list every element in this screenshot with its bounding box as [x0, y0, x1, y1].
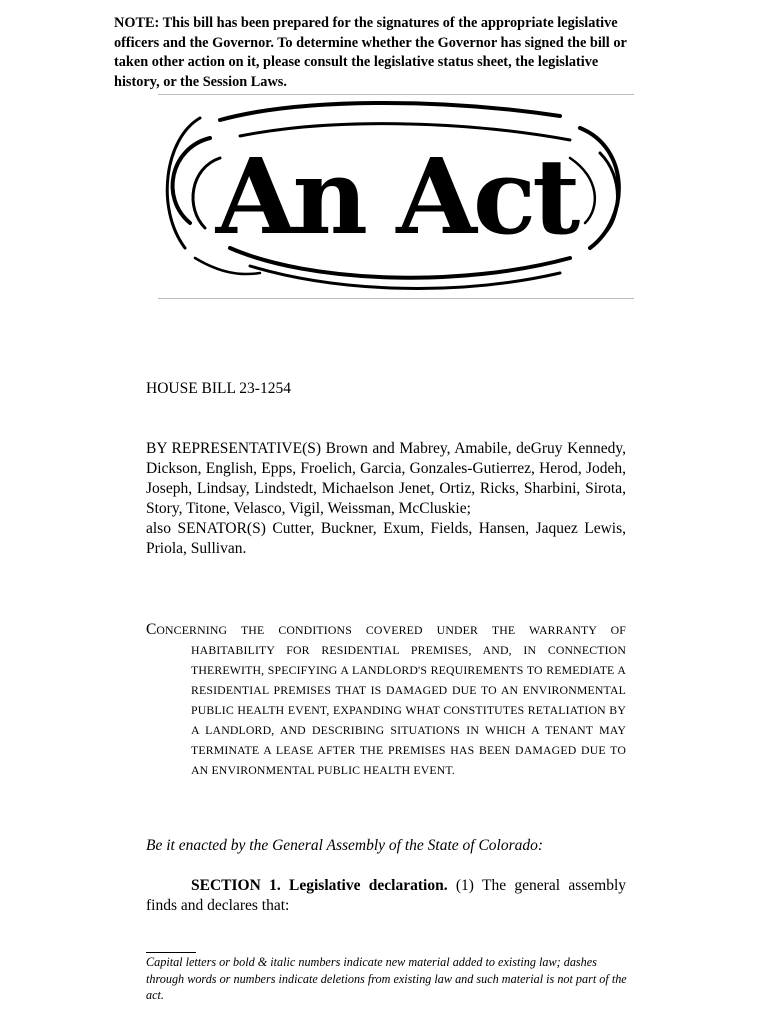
- bill-title-text: ONCERNING THE CONDITIONS COVERED UNDER THE WARRANTY OF HABITABILITY FOR RESIDENTIAL PREMISES, AND, IN CONNECTION THEREWITH, SPECIFYING A LANDLORD'S REQUIREMENTS TO REMEDIATE A RESIDENTIAL PREMISES THAT IS DAMAGED DUE TO AN ENVIRONMENTAL PUBLIC HEALTH EVENT, EXPANDING WHAT CONSTITUTES RETALIATION BY A LANDLORD, AND DESCRIBING SITUATIONS IN WHICH A TENANT MAY TERMINATE A LEASE AFTER THE PREMISES HAS BEEN DAMAGED DUE TO AN ENVIRONMENTAL PUBLIC HEALTH EVENT.: [156, 623, 626, 777]
- enacting-clause: Be it enacted by the General Assembly of the State of Colorado:: [146, 837, 544, 854]
- svg-text:An Act: An Act: [215, 135, 577, 258]
- section-1-heading: SECTION 1. Legislative declaration.: [191, 877, 448, 894]
- senators-list: also SENATOR(S) Cutter, Buckner, Exum, Fields, Hansen, Jaquez Lewis, Priola, Sullivan.: [146, 520, 626, 557]
- header-divider-bottom: [158, 298, 634, 299]
- bill-title: [146, 620, 626, 780]
- an-act-logo: [160, 98, 632, 296]
- footnote: Capital letters or bold & italic numbers indicate new material added to existing law; dashes through words or numbers indicate deletions from existing law and such material is not part of the act.: [146, 955, 627, 1002]
- representatives-list: BY REPRESENTATIVE(S) Brown and Mabrey, Amabile, deGruy Kennedy, Dickson, English, Epps, Froelich, Garcia, Gonzales-Gutierrez, Herod, Jodeh, Joseph, Lindsay, Lindstedt, Michaelson Jenet, Ortiz, Ricks, Sharbini, Sirota, Story, Titone, Velasco, Vigil, Weissman, McCluskie;: [146, 440, 626, 517]
- an-act-blackletter-icon: [160, 98, 632, 296]
- section-1-text: (1) The general assembly finds and declares that:: [146, 877, 627, 914]
- bill-number: HOUSE BILL 23-1254: [146, 380, 291, 397]
- governor-signature-note: NOTE: This bill has been prepared for the signatures of the appropriate legislative officers and the Governor. To determine whether the Governor has signed the bill or taken other action on it, please consult the legislative status sheet, the legislative history, or the Session Laws.: [114, 15, 627, 90]
- sponsors-block: [146, 439, 626, 559]
- header-divider-top: [158, 94, 634, 95]
- bill-title-first-letter: C: [146, 621, 157, 638]
- section-1: [146, 876, 626, 916]
- footnote-rule: [146, 952, 196, 953]
